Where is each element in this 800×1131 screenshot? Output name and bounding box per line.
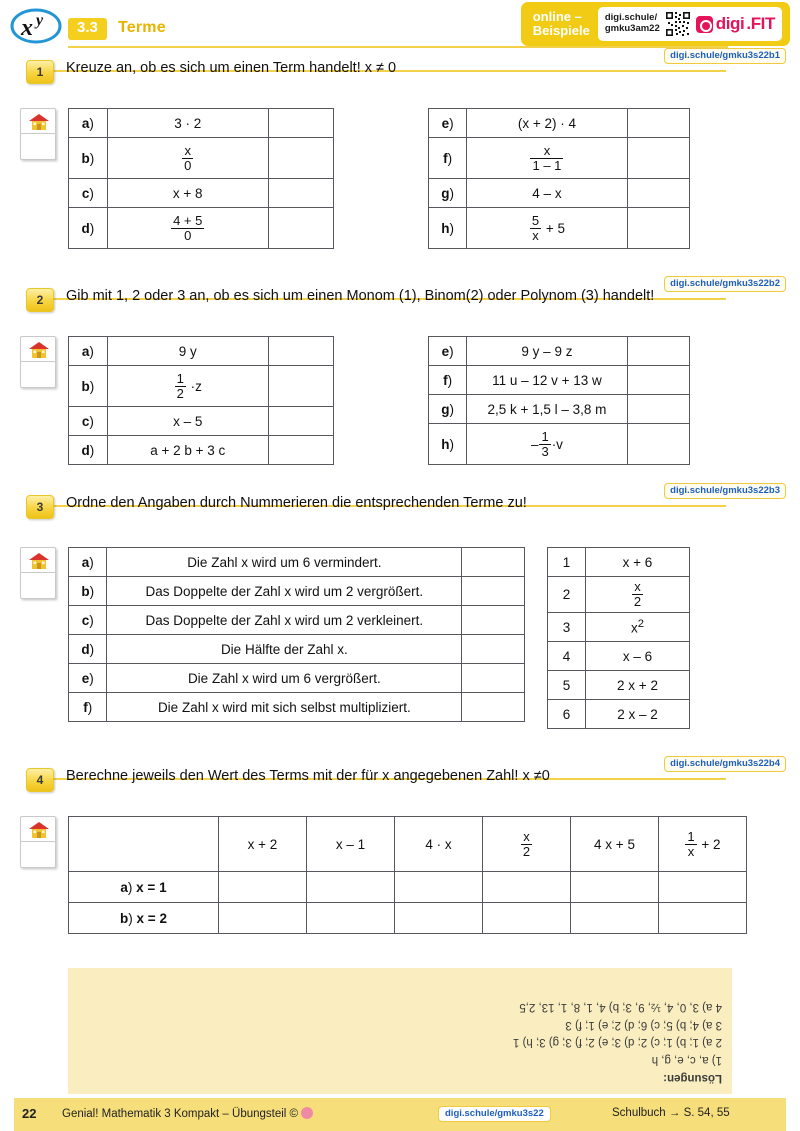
table-row bbox=[429, 109, 690, 138]
exponent: 2 bbox=[637, 618, 644, 631]
homework-marker-4 bbox=[20, 816, 56, 868]
qr-url-line1: digi.schule/ bbox=[604, 12, 658, 24]
digifit-mark-icon bbox=[696, 16, 713, 33]
table-row bbox=[429, 208, 690, 249]
row-label: b) bbox=[69, 366, 108, 407]
row-label: a) bbox=[69, 548, 107, 577]
table-row bbox=[429, 424, 690, 465]
term-cell bbox=[107, 366, 268, 407]
solution-line: 3 a) 4; b) 5; c) 6; d) 2; e) 1; f) 3 bbox=[565, 1018, 722, 1031]
table-row bbox=[69, 407, 334, 436]
fraction-numerator: x bbox=[184, 142, 191, 158]
term-cell: a + 2 b + 3 c bbox=[107, 436, 268, 465]
svg-text:x: x bbox=[21, 15, 33, 41]
term-cell bbox=[467, 424, 628, 465]
chapter-number-badge: 3.3 bbox=[68, 18, 107, 40]
exercise-3-terms-table bbox=[547, 547, 690, 729]
page-title: Terme bbox=[118, 19, 166, 36]
fraction-numerator: 5 bbox=[531, 212, 540, 228]
row-label: e) bbox=[429, 109, 467, 138]
fraction bbox=[530, 214, 541, 242]
exercise-3-instruction: Ordne den Angaben durch Nummerieren die entsprechenden Terme zu! bbox=[66, 495, 527, 511]
answer-cell[interactable] bbox=[462, 693, 525, 722]
answer-cell[interactable] bbox=[268, 337, 333, 366]
table-row bbox=[69, 208, 334, 249]
fraction-numerator: x bbox=[634, 579, 641, 595]
term-cell bbox=[107, 208, 268, 249]
row-label: e) bbox=[429, 337, 467, 366]
answer-cell[interactable] bbox=[462, 606, 525, 635]
exercise-4-instruction: Berechne jeweils den Wert des Terms mit der für x angegebenen Zahl! x ≠0 bbox=[66, 768, 550, 784]
table-row bbox=[69, 635, 525, 664]
answer-cell[interactable] bbox=[219, 872, 307, 903]
fraction-denominator: 1 – 1 bbox=[532, 157, 562, 173]
term-number: 1 bbox=[548, 548, 586, 577]
column-header bbox=[659, 817, 747, 872]
table-row bbox=[69, 436, 334, 465]
fraction-denominator: x bbox=[685, 844, 696, 859]
fraction bbox=[182, 144, 193, 172]
answer-cell[interactable] bbox=[268, 407, 333, 436]
answer-cell[interactable] bbox=[627, 208, 689, 249]
table-row bbox=[548, 700, 690, 729]
answer-cell[interactable] bbox=[627, 395, 689, 424]
term-number: 6 bbox=[548, 700, 586, 729]
exercise-2-link-badge[interactable]: digi.schule/gmku3s22b2 bbox=[664, 276, 786, 292]
answer-cell[interactable] bbox=[395, 903, 483, 934]
exercise-3-terms-body bbox=[548, 548, 690, 729]
homework-marker-1 bbox=[20, 108, 56, 160]
statement-cell: Die Zahl x wird mit sich selbst multipliziert. bbox=[107, 693, 462, 722]
row-label: c) bbox=[69, 179, 108, 208]
table-row bbox=[429, 179, 690, 208]
table-row bbox=[429, 337, 690, 366]
term-number: 2 bbox=[548, 577, 586, 613]
row-label: b) bbox=[69, 138, 108, 179]
exercise-1-right-body bbox=[429, 109, 690, 249]
header-divider bbox=[68, 46, 728, 48]
answer-cell[interactable] bbox=[268, 179, 333, 208]
table-row bbox=[69, 577, 525, 606]
exercise-2-left-body bbox=[69, 337, 334, 465]
exercise-1-table-left bbox=[68, 108, 334, 249]
table-row bbox=[548, 671, 690, 700]
answer-cell[interactable] bbox=[627, 109, 689, 138]
imprint-label: Genial! Mathematik 3 Kompakt – Übungsteil © bbox=[62, 1108, 299, 1120]
qr-code-icon[interactable] bbox=[665, 11, 691, 37]
table-row bbox=[548, 642, 690, 671]
term-cell bbox=[107, 138, 268, 179]
digifit-word2: .FIT bbox=[746, 14, 775, 33]
term-prefix: – bbox=[530, 436, 539, 452]
fraction bbox=[521, 830, 532, 858]
exercise-3-statements-table bbox=[68, 547, 525, 722]
answer-cell[interactable] bbox=[627, 424, 689, 465]
answer-cell[interactable] bbox=[462, 577, 525, 606]
exercise-4-link-badge[interactable]: digi.schule/gmku3s22b4 bbox=[664, 756, 786, 772]
row-label: e) bbox=[69, 664, 107, 693]
statement-cell: Die Hälfte der Zahl x. bbox=[107, 635, 462, 664]
column-header bbox=[483, 817, 571, 872]
online-label-line2: Beispiele bbox=[532, 23, 590, 38]
statement-cell: Die Zahl x wird um 6 vergrößert. bbox=[107, 664, 462, 693]
homework-marker-2 bbox=[20, 336, 56, 388]
fraction-denominator: 0 bbox=[184, 157, 192, 173]
online-label-line1: online – bbox=[532, 8, 582, 24]
fraction bbox=[171, 214, 204, 242]
exercise-3-statements-body bbox=[69, 548, 525, 722]
solution-line: 1) a, c, e, g, h bbox=[651, 1054, 722, 1067]
fraction-denominator: 2 bbox=[176, 385, 184, 401]
table-row bbox=[548, 577, 690, 613]
row-label: d) bbox=[69, 208, 108, 249]
column-header: 4 · x bbox=[395, 817, 483, 872]
answer-cell[interactable] bbox=[627, 366, 689, 395]
exercise-1-link-badge[interactable]: digi.schule/gmku3s22b1 bbox=[664, 48, 786, 64]
term-number: 3 bbox=[548, 613, 586, 642]
answer-cell[interactable] bbox=[659, 872, 747, 903]
exercise-2-right-body bbox=[429, 337, 690, 465]
term-suffix: + 2 bbox=[697, 836, 721, 852]
table-row bbox=[69, 109, 334, 138]
fraction bbox=[539, 430, 550, 458]
answer-cell[interactable] bbox=[307, 872, 395, 903]
solutions-content bbox=[68, 968, 732, 1094]
statement-cell: Das Doppelte der Zahl x wird um 2 vergrößert. bbox=[107, 577, 462, 606]
house-icon bbox=[28, 113, 50, 131]
table-row bbox=[429, 138, 690, 179]
online-examples-box[interactable] bbox=[521, 2, 790, 46]
imprint-text bbox=[62, 1107, 313, 1120]
term-cell: 11 u – 12 v + 13 w bbox=[467, 366, 628, 395]
answer-cell[interactable] bbox=[659, 903, 747, 934]
exercise-4-table bbox=[68, 816, 747, 934]
statement-cell: Die Zahl x wird um 6 vermindert. bbox=[107, 548, 462, 577]
fraction-numerator: 1 bbox=[541, 428, 549, 444]
answer-cell[interactable] bbox=[268, 436, 333, 465]
page-number: 22 bbox=[22, 1106, 37, 1121]
fraction-numerator: 1 bbox=[176, 370, 184, 386]
fraction-denominator: 2 bbox=[522, 843, 531, 859]
answer-cell[interactable] bbox=[462, 548, 525, 577]
column-header: 4 x + 5 bbox=[571, 817, 659, 872]
row-label: c) bbox=[69, 606, 107, 635]
term-cell: x – 6 bbox=[586, 642, 690, 671]
term-cell: x + 8 bbox=[107, 179, 268, 208]
table-row bbox=[69, 817, 747, 872]
fraction-numerator: x bbox=[543, 142, 551, 158]
column-header: x – 1 bbox=[307, 817, 395, 872]
house-icon bbox=[28, 552, 50, 570]
exercise-3-link-badge[interactable]: digi.schule/gmku3s22b3 bbox=[664, 483, 786, 499]
row-label: h) bbox=[429, 208, 467, 249]
table-row bbox=[69, 337, 334, 366]
answer-cell[interactable] bbox=[483, 903, 571, 934]
answer-cell[interactable] bbox=[268, 366, 333, 407]
fraction bbox=[632, 580, 643, 608]
exercise-4-body bbox=[69, 817, 747, 934]
exercise-1-number: 1 bbox=[26, 60, 54, 84]
schulbuch-reference: Schulbuch → S. 54, 55 bbox=[612, 1107, 730, 1119]
term-cell: x – 5 bbox=[107, 407, 268, 436]
logo-xy-icon bbox=[10, 6, 62, 46]
term-cell: $x^2$ bbox=[586, 613, 690, 642]
row-label: g) bbox=[429, 179, 467, 208]
qr-code-url bbox=[605, 13, 660, 35]
row-label: h) bbox=[429, 424, 467, 465]
term-cell bbox=[467, 208, 628, 249]
term-suffix: + 5 bbox=[542, 220, 566, 236]
solutions-heading: Lösungen: bbox=[663, 1072, 722, 1084]
table-row bbox=[69, 138, 334, 179]
page-header bbox=[0, 0, 800, 52]
term-cell: 2 x – 2 bbox=[586, 700, 690, 729]
table-row bbox=[69, 693, 525, 722]
exercise-2-table-right bbox=[428, 336, 690, 465]
table-row bbox=[429, 395, 690, 424]
term-cell: 4 – x bbox=[467, 179, 628, 208]
fraction bbox=[530, 144, 563, 172]
answer-cell[interactable] bbox=[627, 179, 689, 208]
row-label: a) bbox=[69, 337, 108, 366]
answer-cell[interactable] bbox=[268, 208, 333, 249]
fraction-numerator: 4 + 5 bbox=[173, 212, 203, 228]
solution-line: 2 a) 1; b) 1; c) 2; d) 3; e) 2; f) 3; g) 3; h) 1 bbox=[512, 1036, 722, 1049]
term-cell: 2,5 k + 1,5 l – 3,8 m bbox=[467, 395, 628, 424]
table-row bbox=[69, 548, 525, 577]
term-cell bbox=[467, 138, 628, 179]
term-cell: 9 y bbox=[107, 337, 268, 366]
fraction-denominator: 0 bbox=[171, 228, 204, 243]
table-row bbox=[69, 606, 525, 635]
term-cell: 2 x + 2 bbox=[586, 671, 690, 700]
digifit-word1: digi bbox=[715, 14, 745, 33]
row-label: f) bbox=[429, 366, 467, 395]
exercise-2-table-left bbox=[68, 336, 334, 465]
answer-cell[interactable] bbox=[462, 635, 525, 664]
table-row bbox=[548, 613, 690, 642]
exercise-1-instruction: Kreuze an, ob es sich um einen Term handelt! x ≠ 0 bbox=[66, 60, 397, 76]
table-row bbox=[69, 179, 334, 208]
exercise-2-instruction: Gib mit 1, 2 oder 3 an, ob es sich um einen Monom (1), Binom(2) oder Polynom (3) handelt! bbox=[66, 288, 655, 304]
fraction-numerator: 1 bbox=[687, 828, 695, 844]
solution-line: 4 a) 3, 0, 4, ½, 9, 3; b) 4, 1, 8, 1, 13, 2,5 bbox=[519, 1000, 722, 1013]
answer-cell[interactable] bbox=[462, 664, 525, 693]
qr-pill[interactable] bbox=[598, 7, 782, 41]
term-cell: 9 y – 9 z bbox=[467, 337, 628, 366]
fraction-denominator: 2 bbox=[633, 594, 642, 609]
answer-cell[interactable] bbox=[627, 138, 689, 179]
answer-cell[interactable] bbox=[483, 872, 571, 903]
qr-url-line2: gmku3am22 bbox=[604, 23, 660, 34]
term-cell: (x + 2) · 4 bbox=[467, 109, 628, 138]
row-label: a) x = 1 bbox=[69, 872, 219, 903]
term-suffix: ·v bbox=[551, 436, 563, 452]
row-label: d) bbox=[69, 635, 107, 664]
answer-cell[interactable] bbox=[395, 872, 483, 903]
fraction-denominator: x bbox=[530, 228, 541, 243]
row-label: b) bbox=[69, 577, 107, 606]
term-cell: 3 · 2 bbox=[107, 109, 268, 138]
answer-cell[interactable] bbox=[219, 903, 307, 934]
fraction bbox=[175, 372, 186, 400]
table-row bbox=[69, 903, 747, 934]
row-label: a) bbox=[69, 109, 108, 138]
house-icon bbox=[28, 821, 50, 839]
answer-cell[interactable] bbox=[571, 903, 659, 934]
term-suffix: ·z bbox=[186, 378, 202, 394]
publisher-logo-icon bbox=[301, 1107, 313, 1119]
row-label: f) bbox=[69, 693, 107, 722]
homework-marker-3 bbox=[20, 547, 56, 599]
row-label: b) x = 2 bbox=[69, 903, 219, 934]
answer-cell[interactable] bbox=[307, 903, 395, 934]
page-footer bbox=[0, 1098, 800, 1131]
exercise-1-table-right bbox=[428, 108, 690, 249]
table-row bbox=[548, 548, 690, 577]
solutions-lines bbox=[78, 997, 722, 1068]
row-label: c) bbox=[69, 407, 108, 436]
answer-cell[interactable] bbox=[268, 138, 333, 179]
house-icon bbox=[28, 341, 50, 359]
exercise-3-number: 3 bbox=[26, 495, 54, 519]
answer-cell[interactable] bbox=[627, 337, 689, 366]
term-cell: x + 6 bbox=[586, 548, 690, 577]
table-row bbox=[69, 664, 525, 693]
table-row bbox=[69, 872, 747, 903]
row-label: f) bbox=[429, 138, 467, 179]
row-label: g) bbox=[429, 395, 467, 424]
term-cell bbox=[586, 577, 690, 613]
fraction bbox=[685, 830, 696, 858]
statement-cell: Das Doppelte der Zahl x wird um 2 verkleinert. bbox=[107, 606, 462, 635]
digifit-logo bbox=[696, 14, 775, 34]
table-row bbox=[69, 366, 334, 407]
answer-cell[interactable] bbox=[571, 872, 659, 903]
svg-text:y: y bbox=[36, 12, 44, 29]
fraction-denominator: 3 bbox=[541, 443, 549, 459]
corner-cell bbox=[69, 817, 219, 872]
table-row bbox=[429, 366, 690, 395]
row-label: d) bbox=[69, 436, 108, 465]
answer-cell[interactable] bbox=[268, 109, 333, 138]
term-number: 5 bbox=[548, 671, 586, 700]
online-examples-label bbox=[533, 10, 590, 38]
footer-link-badge[interactable]: digi.schule/gmku3s22 bbox=[438, 1106, 551, 1122]
column-header: x + 2 bbox=[219, 817, 307, 872]
exercise-1-left-body bbox=[69, 109, 334, 249]
fraction-numerator: x bbox=[523, 828, 530, 844]
exercise-4-number: 4 bbox=[26, 768, 54, 792]
solutions-box bbox=[68, 968, 732, 1094]
term-number: 4 bbox=[548, 642, 586, 671]
exercise-2-number: 2 bbox=[26, 288, 54, 312]
